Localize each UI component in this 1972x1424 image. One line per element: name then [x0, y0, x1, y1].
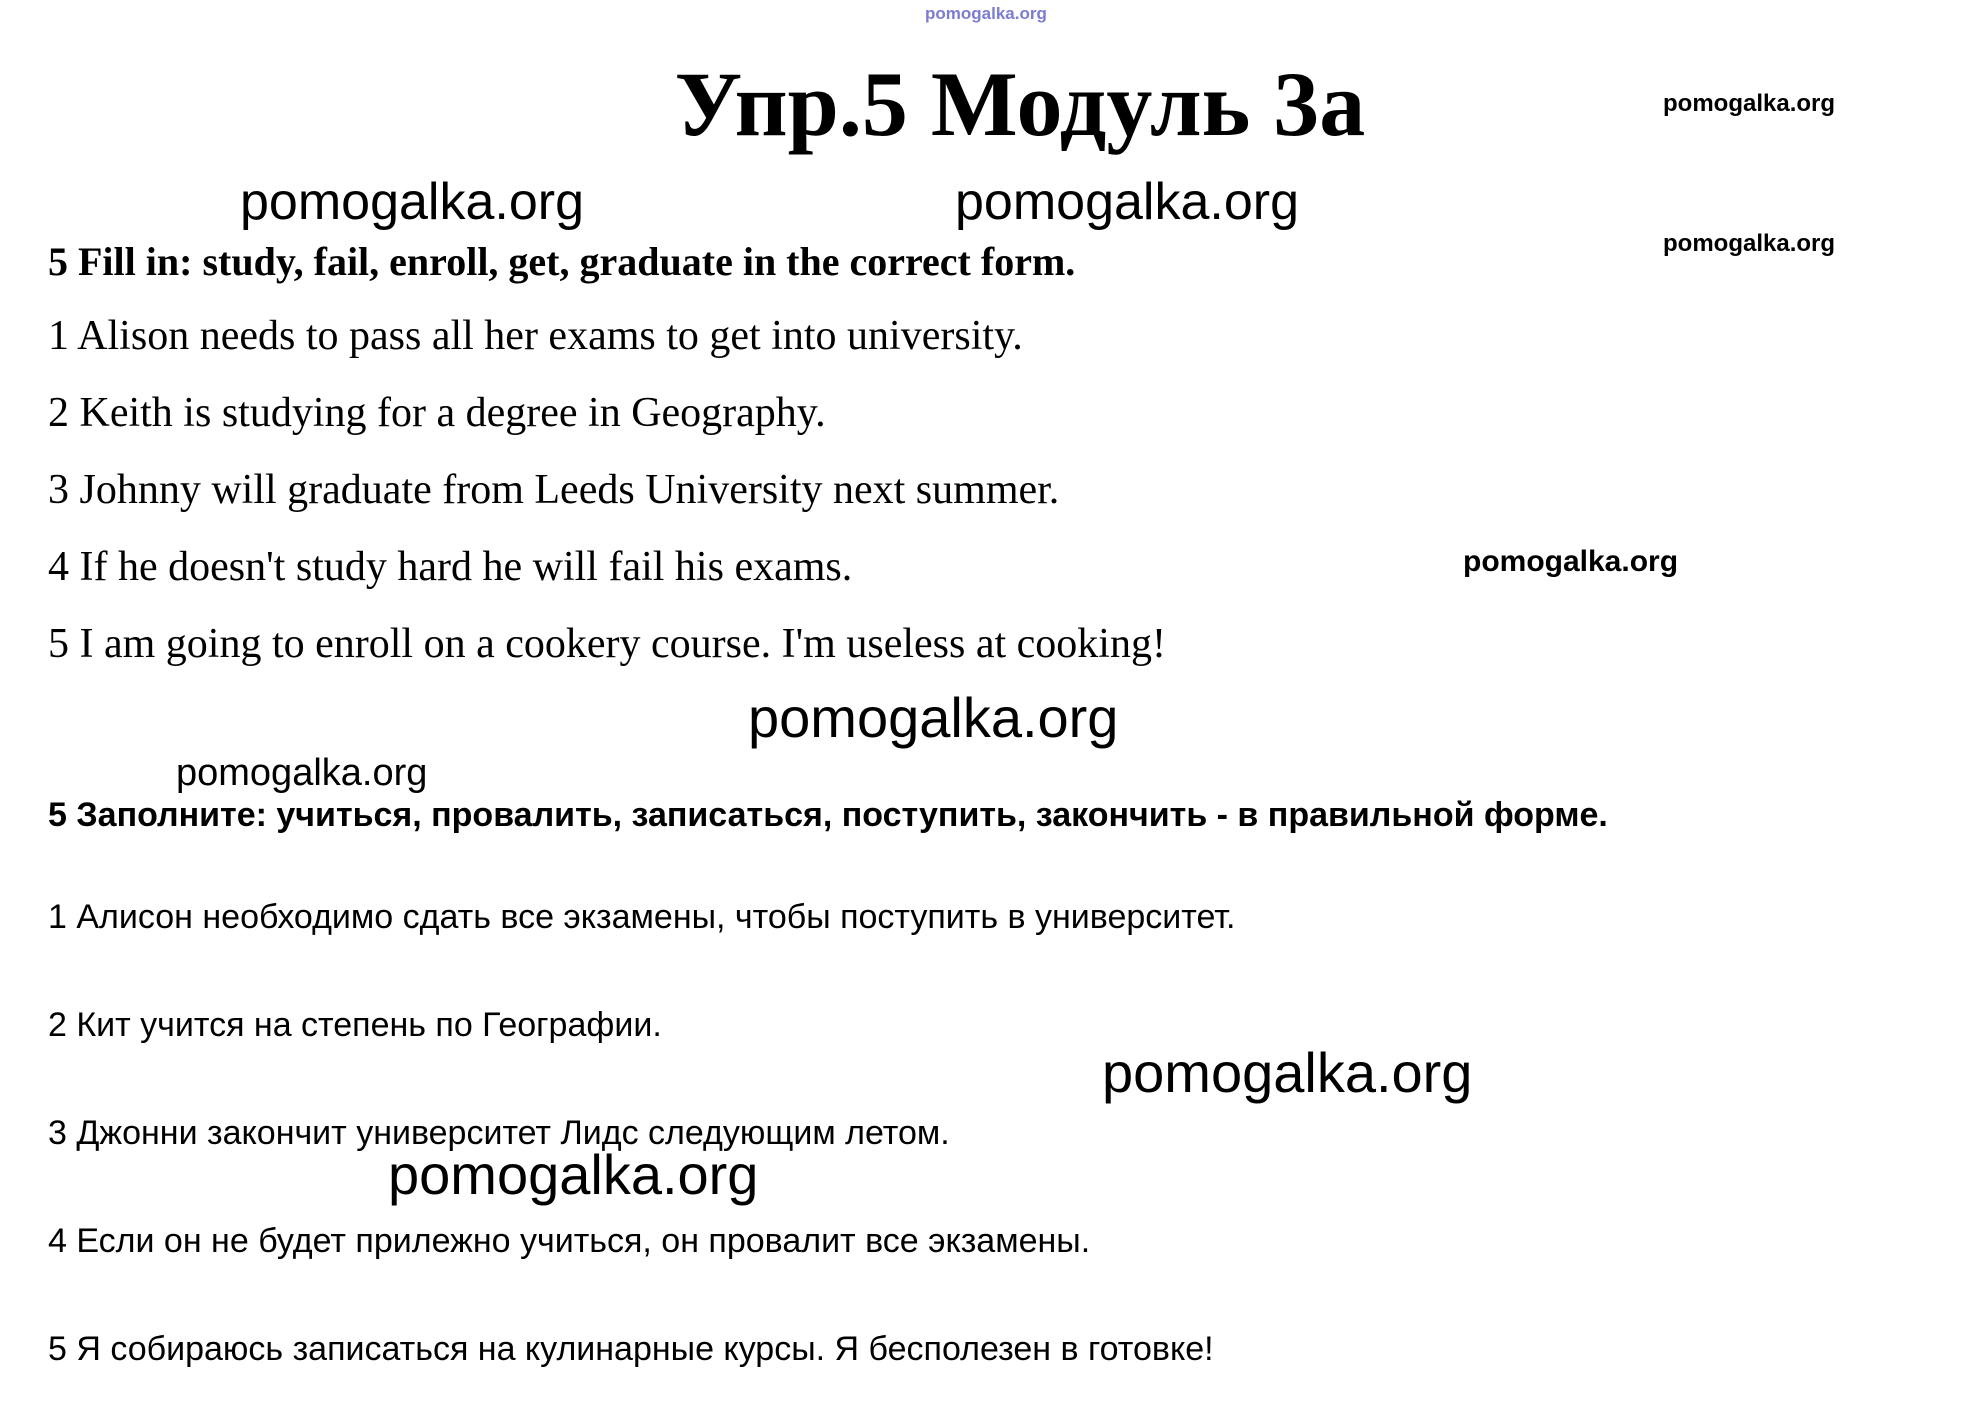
- russian-answer-4: 4 Если он не будет прилежно учиться, он провалит все экзамены.: [48, 1222, 1091, 1260]
- watermark-center-mid: pomogalka.org: [748, 686, 1119, 749]
- watermark-line4: pomogalka.org: [1463, 545, 1679, 578]
- watermark-lower-right: pomogalka.org: [1102, 1041, 1473, 1104]
- russian-answer-2: 2 Кит учится на степень по Географии.: [48, 1006, 662, 1044]
- watermark-upper-left: pomogalka.org: [240, 173, 584, 231]
- watermark-right-2: pomogalka.org: [1663, 230, 1836, 257]
- russian-answer-5: 5 Я собираюсь записаться на кулинарные курсы. Я бесполезен в готовке!: [48, 1330, 1214, 1368]
- english-answer-3: 3 Johnny will graduate from Leeds University next summer.: [48, 467, 1060, 513]
- russian-answer-3: 3 Джонни закончит университет Лидс следующим летом.: [48, 1114, 950, 1152]
- watermark-upper-center: pomogalka.org: [955, 173, 1299, 231]
- watermark-lower-left: pomogalka.org: [388, 1143, 759, 1206]
- english-task-heading: 5 Fill in: study, fail, enroll, get, graduate in the correct form.: [48, 239, 1076, 284]
- english-answer-4: 4 If he doesn't study hard he will fail his exams.: [48, 544, 853, 590]
- english-answer-1: 1 Alison needs to pass all her exams to get into university.: [48, 313, 1023, 359]
- russian-answer-1: 1 Алисон необходимо сдать все экзамены, чтобы поступить в университет.: [48, 898, 1236, 936]
- page-title: Упр.5 Модуль 3а: [674, 53, 1366, 155]
- english-answer-5: 5 I am going to enroll on a cookery course. I'm useless at cooking!: [48, 621, 1166, 667]
- watermark-top-right: pomogalka.org: [1663, 90, 1836, 117]
- watermark-left-mid: pomogalka.org: [176, 752, 428, 794]
- russian-task-heading: 5 Заполните: учиться, провалить, записаться, поступить, закончить - в правильной форме.: [48, 796, 1608, 834]
- watermark-top-center: pomogalka.org: [925, 4, 1047, 23]
- english-answer-2: 2 Keith is studying for a degree in Geography.: [48, 390, 826, 436]
